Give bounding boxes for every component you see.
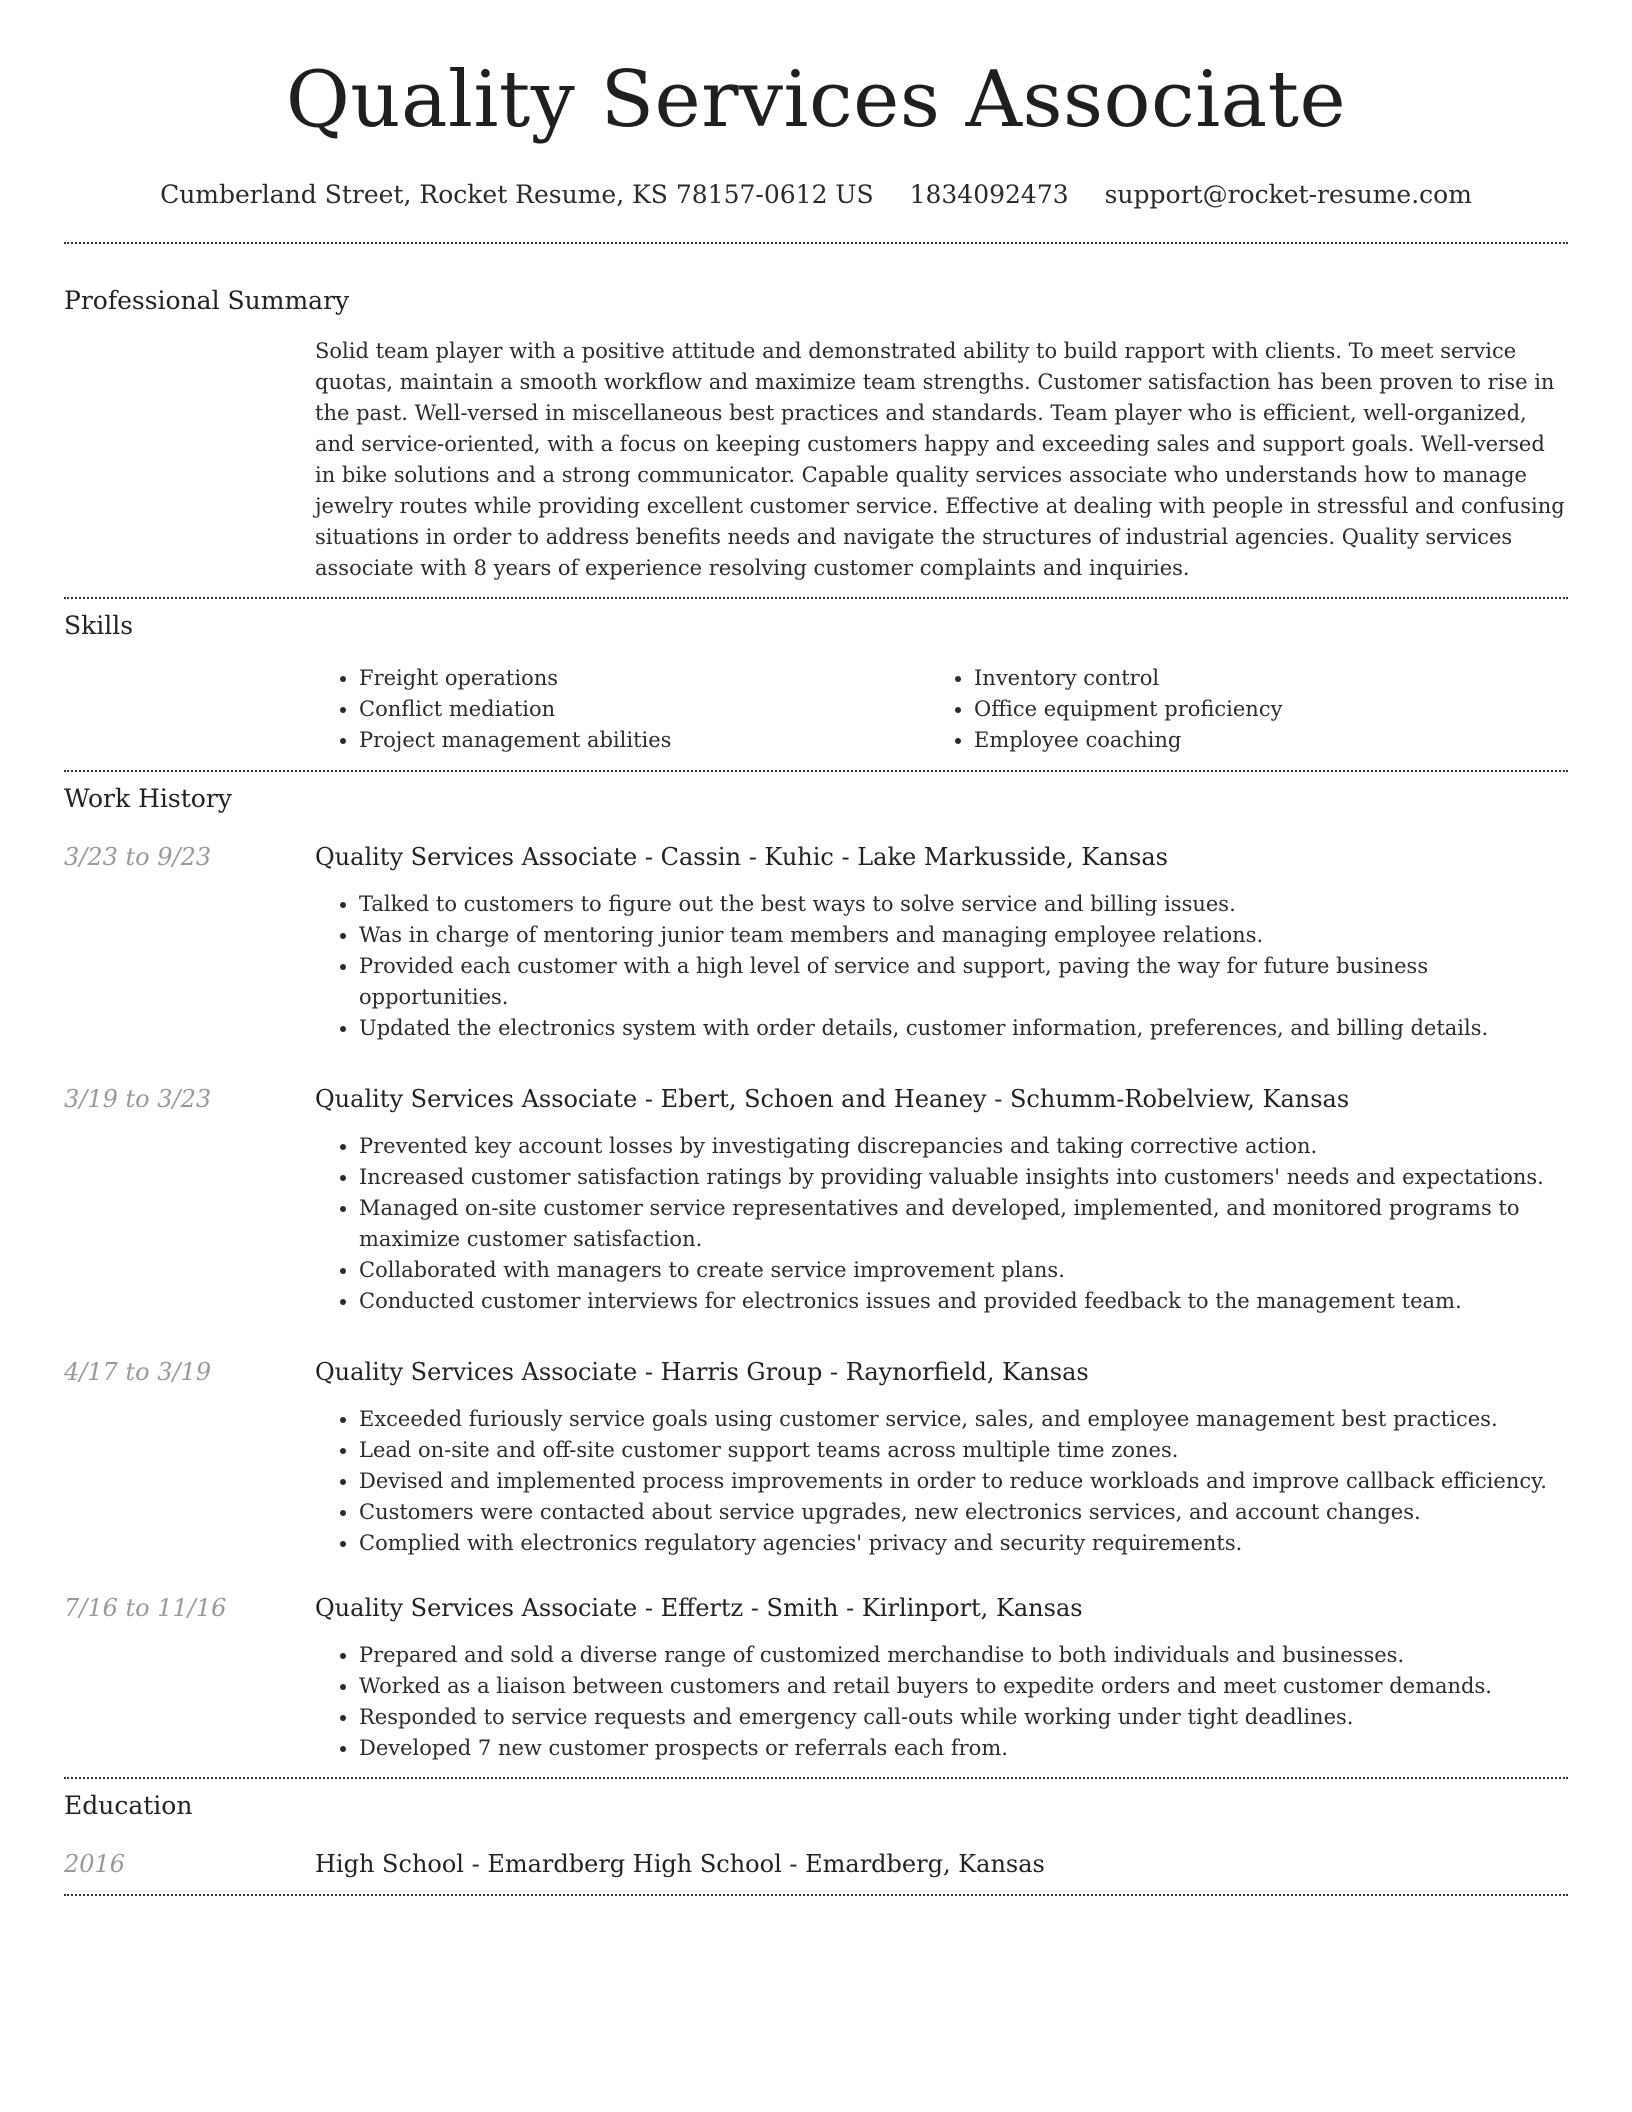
divider	[64, 597, 1568, 599]
job-bullet: • Conducted customer interviews for electronics issues and provided feedback to the management team.	[359, 1286, 1568, 1317]
job-dates: 7/16 to 11/16	[64, 1594, 227, 1622]
job-heading: Quality Services Associate - Effertz - Smith - Kirlinport, Kansas	[315, 1594, 1083, 1622]
skills-column-left	[315, 663, 930, 756]
job-details	[315, 1082, 1568, 1317]
job-bullet: • Collaborated with managers to create service improvement plans.	[359, 1255, 1568, 1286]
job-bullet: • Responded to service requests and emergency call-outs while working under tight deadlines.	[359, 1702, 1492, 1733]
section-title-skills: Skills	[64, 611, 134, 640]
job-bullets	[315, 889, 1568, 1044]
job-entry	[64, 840, 1568, 1044]
job-heading: Quality Services Associate - Cassin - Kuhic - Lake Markusside, Kansas	[315, 843, 1168, 871]
skill-item: • Project management abilities	[359, 725, 930, 756]
section-title-summary: Professional Summary	[64, 286, 350, 315]
section-title-work-history: Work History	[64, 784, 232, 813]
skills-list	[315, 663, 1568, 756]
job-bullet: • Customers were contacted about service upgrades, new electronics services, and account changes.	[359, 1497, 1547, 1528]
education-entry	[64, 1847, 1568, 1881]
divider	[64, 1894, 1568, 1896]
job-details	[315, 1591, 1492, 1764]
job-bullets	[315, 1131, 1568, 1317]
divider	[64, 1777, 1568, 1779]
job-bullet: • Exceeded furiously service goals using customer service, sales, and employee management best practices.	[359, 1404, 1547, 1435]
skill-item: • Conflict mediation	[359, 694, 930, 725]
job-heading: Quality Services Associate - Harris Group - Raynorfield, Kansas	[315, 1358, 1089, 1386]
job-dates: 3/19 to 3/23	[64, 1085, 212, 1113]
job-bullet: • Updated the electronics system with order details, customer information, preferences, and billing details.	[359, 1013, 1568, 1044]
address: Cumberland Street, Rocket Resume, KS 78157-0612 US	[160, 180, 874, 209]
section-title-education: Education	[64, 1791, 193, 1820]
job-entry	[64, 1082, 1568, 1317]
summary-text: Solid team player with a positive attitude and demonstrated ability to build rapport with clients. To meet service quotas, maintain a smooth workflow and maximize team strengths. Customer satisfaction has been proven to rise in the past. Well-versed in miscellaneous best practices and standards. Team player who is efficient, well-organized, and service-oriented, with a focus on keeping customers happy and exceeding sales and support goals. Well-versed in bike solutions and a strong communicator. Capable quality services associate who understands how to manage jewelry routes while providing excellent customer service. Effective at dealing with people in stressful and confusing situations in order to address benefits needs and navigate the structures of industrial agencies. Quality services associate with 8 years of experience resolving customer complaints and inquiries.	[315, 339, 1565, 580]
job-bullet: • Devised and implemented process improvements in order to reduce workloads and improve callback efficiency.	[359, 1466, 1547, 1497]
job-bullets	[315, 1404, 1547, 1559]
skill-item: • Employee coaching	[974, 725, 1545, 756]
job-entry	[64, 1591, 1568, 1764]
skill-item: • Office equipment proficiency	[974, 694, 1545, 725]
skills-column-right	[930, 663, 1545, 756]
job-bullet: • Managed on-site customer service representatives and developed, implemented, and monitored programs to maximize customer satisfaction.	[359, 1193, 1568, 1255]
education-details: High School - Emardberg High School - Emardberg, Kansas	[315, 1850, 1045, 1878]
job-details	[315, 840, 1568, 1044]
job-bullet: • Increased customer satisfaction ratings by providing valuable insights into customers' needs and expectations.	[359, 1162, 1568, 1193]
job-heading: Quality Services Associate - Ebert, Schoen and Heaney - Schumm-Robelview, Kansas	[315, 1085, 1350, 1113]
candidate-name: Quality Services Associate	[285, 55, 1347, 145]
job-details	[315, 1355, 1547, 1559]
divider	[64, 242, 1568, 244]
job-bullet: • Prepared and sold a diverse range of customized merchandise to both individuals and businesses.	[359, 1640, 1492, 1671]
job-bullets	[315, 1640, 1492, 1764]
job-bullet: • Talked to customers to figure out the best ways to solve service and billing issues.	[359, 889, 1568, 920]
job-bullet: • Developed 7 new customer prospects or referrals each from.	[359, 1733, 1492, 1764]
job-bullet: • Was in charge of mentoring junior team members and managing employee relations.	[359, 920, 1568, 951]
job-bullet: • Lead on-site and off-site customer support teams across multiple time zones.	[359, 1435, 1547, 1466]
resume-page	[64, 0, 1568, 1896]
job-bullet: • Prevented key account losses by investigating discrepancies and taking corrective action.	[359, 1131, 1568, 1162]
education-year: 2016	[64, 1850, 126, 1878]
contact-line	[64, 178, 1568, 212]
job-bullet: • Provided each customer with a high level of service and support, paving the way for future business opportunities.	[359, 951, 1568, 1013]
job-bullet: • Complied with electronics regulatory agencies' privacy and security requirements.	[359, 1528, 1547, 1559]
job-entry	[64, 1355, 1568, 1559]
job-dates: 3/23 to 9/23	[64, 843, 212, 871]
skill-item: • Inventory control	[974, 663, 1545, 694]
job-dates: 4/17 to 3/19	[64, 1358, 212, 1386]
skill-item: • Freight operations	[359, 663, 930, 694]
email: support@rocket-resume.com	[1104, 180, 1472, 209]
phone: 1834092473	[909, 180, 1069, 209]
job-bullet: • Worked as a liaison between customers and retail buyers to expedite orders and meet customer demands.	[359, 1671, 1492, 1702]
divider	[64, 770, 1568, 772]
